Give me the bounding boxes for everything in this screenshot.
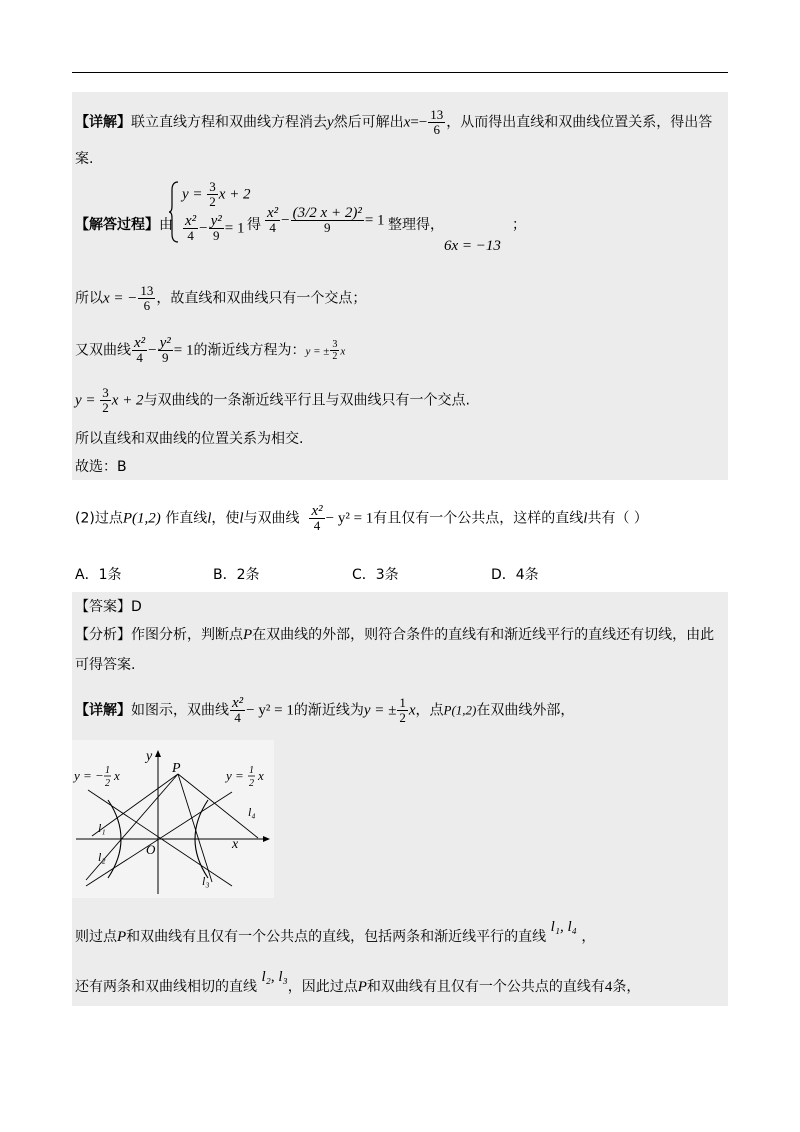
fig-x-label: x [232, 837, 239, 852]
option-b[interactable]: B．2条 [213, 567, 260, 583]
q1-asymptote: 又双曲线 $\frac{\text{x²}}{4}$ − $\frac{\text{y²}}{9}$ = 1的渐近线方程为：y = ± $\frac{3}{2}$ x [75, 335, 346, 365]
fraction-13-6: $\frac{13}{6}$ [430, 107, 444, 137]
hyperbola-diagram [72, 740, 274, 898]
q2-stem: (2)过点P(1,2) 作直线l，使l与双曲线 $\frac{\text{x²}}{4}$ − y² = 1有且仅有一个公共点，这样的直线l共有（ ） [75, 503, 648, 533]
q1-conclusion: 所以x = − $\frac{13}{6}$ ，故直线和双曲线只有一个交点； [75, 283, 367, 313]
fig-l2-label: l₂ [98, 850, 106, 864]
q1-semicolon: ； [512, 217, 526, 233]
fig-l4-label: l₄ [248, 805, 256, 819]
q1-choose: 故选：B [75, 459, 127, 475]
option-c[interactable]: C．3条 [352, 567, 399, 583]
line-l3 [178, 774, 212, 882]
q1-detail: 【详解】联立直线方程和双曲线方程消去y然后可解出x=− $\frac{13}{6}$ ，从而得出直线和双曲线位置关系，得出答 [75, 107, 713, 137]
option-a[interactable]: A．1条 [75, 567, 122, 583]
substitution-eq: $\frac{\text{x²}}{4}$ − $\frac{\text{(3/2 x + 2)²}}{9}$ = 1 [267, 205, 385, 235]
system-brace [168, 180, 180, 244]
header-rule [72, 72, 728, 73]
fig-l1-label: l₁ [98, 821, 106, 835]
q1-detail-cont: 案. [75, 151, 94, 167]
fig-origin-label: O [146, 842, 156, 857]
q1-zhengli: 整理得， [388, 217, 444, 233]
x-axis-arrow [263, 836, 270, 842]
line-l4 [178, 774, 258, 838]
q2-conclusion-2: 还有两条和双曲线相切的直线 l₂, l₃，因此过点P和双曲线有且仅有一个公共点的直线有4条， [75, 969, 641, 995]
fig-y-label: y [146, 749, 153, 764]
q1-relation: 所以直线和双曲线的位置关系为相交. [75, 431, 304, 447]
q1-solve-label: 【解答过程】由 [75, 217, 173, 233]
result-eq: 6x = −13 [444, 238, 501, 254]
fig-right-x: x [258, 768, 264, 783]
fig-right-half-n: 1 [249, 765, 254, 776]
option-d[interactable]: D．4条 [491, 567, 539, 583]
fig-left-half-d: 2 [105, 778, 110, 789]
hyperbola-figure [72, 740, 274, 898]
q2-analysis: 【分析】作图分析，判断点P在双曲线的外部，则符合条件的直线有和渐近线平行的直线还有切线，由此 [75, 627, 715, 643]
fig-p-label: P [172, 761, 181, 776]
q2-analysis-cont: 可得答案. [75, 657, 136, 673]
fig-left-asym: y = − [74, 768, 104, 783]
fig-right-half-d: 2 [249, 778, 254, 789]
system-eq1: y = $\frac{3}{2}$ x + 2 [182, 179, 251, 209]
system-eq2: $\frac{\text{x²}}{4}$ − $\frac{\text{y²}}{9}$ = 1 [185, 213, 245, 243]
fig-left-half-n: 1 [105, 765, 110, 776]
q2-detail: 【详解】如图示，双曲线 $\frac{\text{x²}}{4}$ − y² = 1的渐近线为y = ± $\frac{1}{2}$ x，点P(1,2)在双曲线外部， [75, 695, 575, 725]
q1-parallel: y = $\frac{3}{2}$ x + 2与双曲线的一条渐近线平行且与双曲线只有一个交点. [75, 385, 471, 415]
fig-left-x: x [114, 768, 120, 783]
q2-answer: 【答案】D [75, 599, 142, 615]
q2-conclusion-1: 则过点P和双曲线有且仅有一个公共点的直线，包括两条和渐近线平行的直线 l₁, l₄ ， [75, 919, 596, 945]
fig-l3-label: l₃ [202, 874, 210, 888]
fig-right-asym: y = [226, 768, 244, 783]
y-axis-arrow [155, 750, 161, 757]
q1-de: 得 [247, 217, 261, 233]
